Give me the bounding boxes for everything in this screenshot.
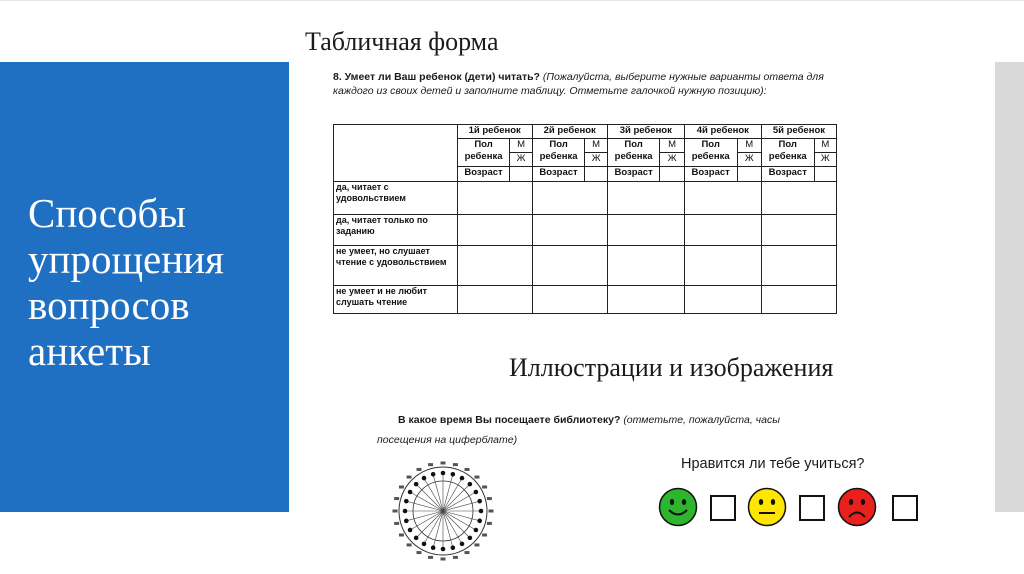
female-option[interactable]: Ж	[510, 153, 532, 167]
dial-hour-mark	[393, 510, 398, 513]
dial-hour-mark	[453, 556, 458, 559]
heading-table-form: Табличная форма	[305, 27, 499, 56]
answer-cell[interactable]	[532, 182, 607, 215]
age-label: Возраст	[684, 167, 737, 182]
female-option[interactable]: Ж	[585, 153, 607, 167]
dial-spoke	[406, 511, 443, 521]
age-input[interactable]	[510, 167, 532, 182]
answer-cell[interactable]	[457, 215, 532, 246]
dial-hour-dot	[404, 499, 409, 504]
child-header: 3й ребенок	[607, 125, 684, 139]
dial-hour-mark	[441, 462, 446, 465]
age-input[interactable]	[814, 167, 836, 182]
child-header: 4й ребенок	[684, 125, 761, 139]
child-header: 1й ребенок	[457, 125, 532, 139]
answer-cell[interactable]	[457, 182, 532, 215]
row-label: да, читает только по заданию	[334, 215, 458, 246]
answer-cell[interactable]	[761, 182, 836, 215]
answer-cell[interactable]	[761, 286, 836, 314]
answer-cell[interactable]	[761, 246, 836, 286]
dial-spoke	[443, 501, 480, 511]
sad-face-icon[interactable]	[837, 487, 877, 527]
dial-hour-mark	[487, 522, 492, 525]
dial-hour-dot	[403, 509, 408, 514]
dial-hour-dot	[414, 536, 419, 541]
dial-hour-dot	[422, 476, 427, 481]
male-option[interactable]: М	[585, 139, 607, 153]
dial-hour-dot	[474, 490, 479, 495]
dial-hour-dot	[451, 472, 456, 477]
male-option[interactable]: М	[660, 139, 684, 153]
answer-cell[interactable]	[457, 246, 532, 286]
question-8-instructions: (Пожалуйста, выберите нужные варианты ответа для каждого из своих детей и заполните таблицу. Отметьте галочкой нужную позицию):	[333, 71, 824, 97]
age-label: Возраст	[532, 167, 585, 182]
table-corner-cell	[334, 125, 458, 182]
answer-cell[interactable]	[532, 246, 607, 286]
heading-illustrations: Иллюстрации и изображения	[509, 353, 834, 382]
dial-hour-dot	[408, 528, 413, 533]
dial-hour-mark	[474, 543, 479, 546]
sad-checkbox[interactable]	[892, 495, 918, 521]
female-option[interactable]: Ж	[660, 153, 684, 167]
dial-hour-mark	[417, 468, 422, 471]
dial-spoke	[433, 474, 443, 511]
dial-hour-mark	[482, 534, 487, 537]
dial-hour-dot	[468, 482, 473, 487]
survey-table	[333, 124, 837, 314]
row-label: да, читает с удовольствием	[334, 182, 458, 215]
dial-spoke	[406, 501, 443, 511]
question-8-bold: 8. Умеет ли Ваш ребенок (дети) читать?	[333, 71, 540, 83]
dial-hour-mark	[394, 522, 399, 525]
dial-hour-mark	[417, 551, 422, 554]
male-option[interactable]: М	[814, 139, 836, 153]
right-accent-bar	[995, 62, 1024, 512]
dial-hour-mark	[453, 463, 458, 466]
age-input[interactable]	[660, 167, 684, 182]
answer-cell[interactable]	[684, 286, 761, 314]
dial-spoke	[443, 511, 453, 548]
dial-spoke	[443, 474, 453, 511]
answer-cell[interactable]	[684, 246, 761, 286]
age-input[interactable]	[585, 167, 607, 182]
answer-cell[interactable]	[607, 286, 684, 314]
happy-checkbox[interactable]	[710, 495, 736, 521]
dial-hour-mark	[489, 510, 494, 513]
row-label: не умеет и не любит слушать чтение	[334, 286, 458, 314]
dial-hour-mark	[407, 476, 412, 479]
library-question-line2	[377, 430, 847, 450]
neutral-face-icon[interactable]	[747, 487, 787, 527]
dial-hour-mark	[407, 543, 412, 546]
dial-hour-dot	[404, 519, 409, 524]
dial-spoke	[443, 511, 480, 521]
sex-label: Пол ребенка	[684, 139, 737, 167]
sex-label: Пол ребенка	[607, 139, 660, 167]
answer-cell[interactable]	[532, 286, 607, 314]
age-label: Возраст	[457, 167, 510, 182]
dial-hour-dot	[460, 476, 465, 481]
dial-hour-mark	[428, 556, 433, 559]
dial-hour-dot	[422, 542, 427, 547]
age-label: Возраст	[761, 167, 814, 182]
age-label: Возраст	[607, 167, 660, 182]
slide-title-line: анкеты	[28, 328, 151, 374]
dial-hour-dot	[441, 547, 446, 552]
slide-title-line: упрощения	[28, 236, 224, 282]
dial-hour-dot	[451, 545, 456, 550]
dial-spoke	[433, 511, 443, 548]
dial-hour-mark	[394, 497, 399, 500]
question-8	[333, 71, 838, 98]
dial-hour-dot	[431, 472, 436, 477]
dial-hour-mark	[465, 468, 470, 471]
clock-dial-icon[interactable]	[388, 455, 498, 567]
dial-hour-dot	[477, 519, 482, 524]
slide-title-line: вопросов	[28, 282, 190, 328]
table-row	[334, 286, 837, 314]
library-question-italic: (отметьте, пожалуйста, часы	[623, 414, 780, 426]
answer-cell[interactable]	[457, 286, 532, 314]
table-row	[334, 182, 837, 215]
child-header: 5й ребенок	[761, 125, 836, 139]
answer-cell[interactable]	[684, 182, 761, 215]
dial-hour-mark	[482, 486, 487, 489]
dial-hour-mark	[399, 534, 404, 537]
table-row	[334, 246, 837, 286]
male-option[interactable]: М	[510, 139, 532, 153]
table-row	[334, 215, 837, 246]
happy-face-icon[interactable]	[658, 487, 698, 527]
library-question-bold: В какое время Вы посещаете библиотеку?	[398, 414, 621, 426]
row-label: не умеет, но слушает чтение с удовольствием	[334, 246, 458, 286]
dial-hour-dot	[479, 509, 484, 514]
dial-hour-mark	[487, 497, 492, 500]
answer-cell[interactable]	[607, 215, 684, 246]
male-option[interactable]: М	[737, 139, 761, 153]
age-input[interactable]	[737, 167, 761, 182]
dial-hour-mark	[399, 486, 404, 489]
dial-hour-dot	[414, 482, 419, 487]
dial-hour-dot	[474, 528, 479, 533]
neutral-checkbox[interactable]	[799, 495, 825, 521]
slide-title-line: Способы	[28, 190, 186, 236]
child-header: 2й ребенок	[532, 125, 607, 139]
dial-hour-dot	[408, 490, 413, 495]
female-option[interactable]: Ж	[737, 153, 761, 167]
sex-label: Пол ребенка	[457, 139, 510, 167]
sex-label: Пол ребенка	[532, 139, 585, 167]
table-header-row	[334, 125, 837, 139]
dial-hour-dot	[477, 499, 482, 504]
library-question-italic-2: посещения на циферблате)	[377, 434, 518, 446]
dial-hour-mark	[465, 551, 470, 554]
sex-label: Пол ребенка	[761, 139, 814, 167]
clock-dial-group	[393, 462, 494, 561]
dial-hour-mark	[474, 476, 479, 479]
dial-hour-dot	[460, 542, 465, 547]
slide-title	[28, 190, 283, 374]
top-divider	[0, 0, 1024, 1]
answer-cell[interactable]	[532, 215, 607, 246]
dial-hour-dot	[468, 536, 473, 541]
answer-cell[interactable]	[607, 182, 684, 215]
answer-cell[interactable]	[684, 215, 761, 246]
library-question	[377, 410, 847, 450]
answer-cell[interactable]	[607, 246, 684, 286]
dial-hour-mark	[441, 558, 446, 561]
answer-cell[interactable]	[761, 215, 836, 246]
likes-question: Нравится ли тебе учиться?	[681, 456, 865, 472]
dial-hour-dot	[441, 471, 446, 476]
library-question-line1	[377, 410, 847, 430]
dial-hour-mark	[428, 463, 433, 466]
dial-hour-dot	[431, 545, 436, 550]
female-option[interactable]: Ж	[814, 153, 836, 167]
